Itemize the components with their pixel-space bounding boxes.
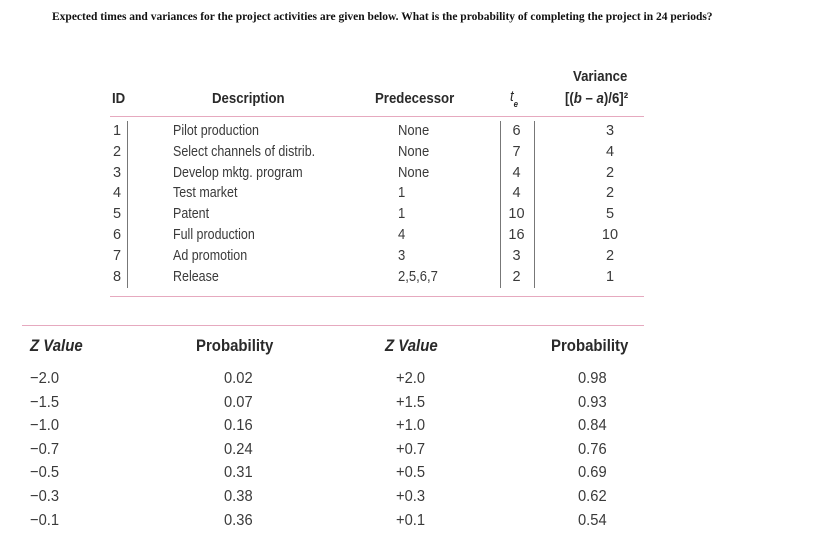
z-table-top-rule [22, 325, 644, 326]
cell-probability-positive: 0.54 [578, 511, 607, 529]
table-row [0, 225, 813, 246]
table-row [0, 414, 813, 438]
cell-description: Patent [173, 206, 210, 223]
table-top-rule [110, 116, 644, 117]
cell-probability-positive: 0.62 [578, 487, 607, 505]
cell-expected-time: 4 [512, 185, 521, 202]
table-row [0, 183, 813, 204]
cell-description: Select channels of distrib. [173, 143, 316, 160]
table-row [0, 142, 813, 163]
table-row [0, 391, 813, 415]
table-row [0, 121, 813, 142]
table-row [0, 509, 813, 533]
cell-z-negative: −0.1 [30, 511, 60, 529]
cell-description: Pilot production [173, 123, 259, 139]
formula-tail: )/6]² [603, 90, 629, 107]
table-row [0, 461, 813, 485]
formula-minus: – [581, 90, 597, 107]
cell-id: 8 [112, 268, 122, 285]
formula-part-a: [( [565, 90, 574, 107]
cell-variance: 4 [605, 143, 615, 160]
cell-variance: 2 [605, 247, 615, 264]
cell-id: 5 [112, 206, 122, 223]
table-row [0, 485, 813, 509]
header-id: ID [112, 90, 126, 107]
cell-variance: 1 [605, 268, 615, 285]
cell-probability-positive: 0.84 [578, 417, 607, 435]
probability-header-1: Probability [196, 336, 274, 355]
header-predecessor: Predecessor [375, 90, 455, 107]
cell-id: 2 [112, 143, 122, 160]
table-row [0, 267, 813, 288]
cell-id: 1 [112, 123, 122, 139]
question-text: Expected times and variances for the project activities are given below. What is the probability of completing the project in 24 periods? [52, 11, 713, 23]
table-row [0, 246, 813, 267]
cell-z-negative: −1.0 [30, 417, 60, 435]
z-header-1: Z Value [30, 336, 83, 355]
table-row [0, 204, 813, 225]
cell-z-negative: −0.3 [30, 487, 60, 505]
cell-variance: 5 [605, 206, 615, 223]
cell-z-positive: +1.0 [396, 417, 426, 435]
cell-z-positive: +0.7 [396, 440, 426, 458]
header-variance-formula [565, 90, 628, 107]
table-bottom-rule [110, 296, 644, 297]
cell-probability-positive: 0.98 [578, 370, 607, 387]
cell-predecessor: None [398, 123, 430, 139]
cell-predecessor: 1 [398, 185, 406, 202]
header-expected-time [510, 88, 518, 107]
z-header-2: Z Value [385, 336, 438, 355]
cell-description: Release [173, 268, 219, 285]
cell-probability-positive: 0.93 [578, 393, 607, 411]
cell-predecessor: 4 [398, 226, 406, 243]
cell-probability-negative: 0.38 [224, 487, 253, 505]
cell-probability-positive: 0.76 [578, 440, 607, 458]
cell-probability-negative: 0.36 [224, 511, 253, 529]
cell-predecessor: None [398, 143, 430, 160]
cell-expected-time: 3 [512, 247, 521, 264]
cell-probability-negative: 0.02 [224, 370, 253, 387]
cell-z-negative: −0.7 [30, 440, 60, 458]
cell-z-positive: +0.3 [396, 487, 426, 505]
cell-expected-time: 2 [512, 268, 521, 285]
activity-rows [0, 121, 813, 287]
header-variance: Variance [573, 68, 628, 85]
cell-description: Test market [173, 185, 238, 202]
cell-z-positive: +1.5 [396, 393, 426, 411]
probability-header-2: Probability [551, 336, 629, 355]
cell-predecessor: None [398, 164, 430, 181]
table-row [0, 367, 813, 391]
cell-probability-negative: 0.16 [224, 417, 253, 435]
cell-expected-time: 6 [512, 123, 521, 139]
cell-probability-negative: 0.07 [224, 393, 253, 411]
table-row [0, 163, 813, 184]
cell-description: Develop mktg. program [173, 164, 303, 181]
cell-description: Full production [173, 226, 255, 243]
header-description: Description [212, 90, 285, 107]
z-rows [0, 367, 813, 532]
cell-expected-time: 10 [508, 206, 525, 223]
cell-description: Ad promotion [173, 247, 248, 264]
cell-id: 6 [112, 226, 122, 243]
cell-z-positive: +2.0 [396, 370, 426, 387]
cell-expected-time: 7 [512, 143, 521, 160]
cell-variance: 2 [605, 164, 615, 181]
cell-probability-positive: 0.69 [578, 464, 607, 482]
formula-b: b [573, 90, 582, 107]
cell-predecessor: 2,5,6,7 [398, 268, 438, 285]
cell-z-positive: +0.5 [396, 464, 426, 482]
cell-id: 7 [112, 247, 122, 264]
cell-variance: 10 [601, 226, 619, 243]
cell-variance: 3 [605, 123, 615, 139]
cell-expected-time: 4 [512, 164, 521, 181]
te-symbol: t [510, 88, 514, 105]
te-subscript: e [513, 99, 519, 109]
cell-expected-time: 16 [508, 226, 525, 243]
cell-predecessor: 3 [398, 247, 406, 264]
cell-z-negative: −2.0 [30, 370, 60, 387]
cell-z-negative: −0.5 [30, 464, 60, 482]
cell-probability-negative: 0.24 [224, 440, 253, 458]
cell-id: 4 [112, 185, 122, 202]
cell-probability-negative: 0.31 [224, 464, 253, 482]
cell-predecessor: 1 [398, 206, 406, 223]
formula-a: a [596, 90, 604, 107]
table-row [0, 438, 813, 462]
cell-id: 3 [112, 164, 122, 181]
cell-z-negative: −1.5 [30, 393, 60, 411]
cell-variance: 2 [605, 185, 615, 202]
cell-z-positive: +0.1 [396, 511, 426, 529]
